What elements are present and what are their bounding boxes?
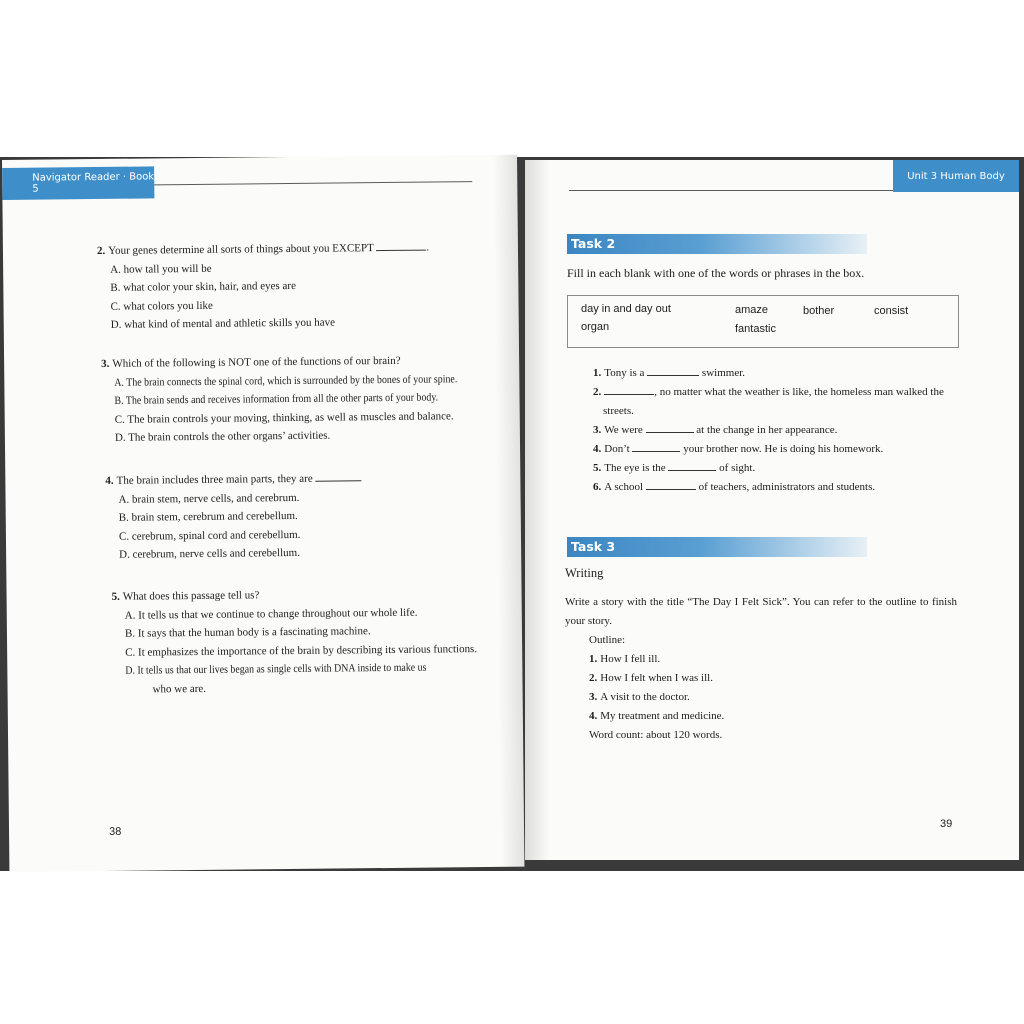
option-b: B. It says that the human body is a fascinating machine.: [124, 625, 371, 640]
option-c: C. cerebrum, spinal cord and cerebellum.: [118, 528, 301, 543]
option-c: C. The brain controls your moving, thinking, as well as muscles and balance.: [114, 409, 454, 426]
option-c: C. It emphasizes the importance of the brain by describing its various functions.: [125, 642, 478, 659]
book-header-tab: [2, 166, 154, 200]
page-number: 38: [108, 825, 122, 838]
question-3: [101, 351, 502, 448]
outline-item: 4. My treatment and medicine.: [589, 710, 725, 722]
option-b: B. brain stem, cerebrum and cerebellum.: [118, 509, 298, 524]
question-5: [111, 584, 512, 699]
task2-banner: Task 2: [567, 234, 867, 254]
answer-blank: [646, 423, 694, 433]
answer-blank: [632, 442, 680, 452]
fill-item: 1. Tony is a swimmer.: [593, 367, 746, 379]
word-box: [567, 295, 959, 348]
option-d: D. cerebrum, nerve cells and cerebellum.: [119, 546, 301, 561]
word-option: day in and day out: [581, 303, 671, 315]
header-rule: [569, 190, 893, 191]
option-d: D. what kind of mental and athletic skills you have: [110, 316, 336, 331]
option-d-continuation: who we are.: [152, 682, 207, 695]
option-d: D. The brain controls the other organs’ activities.: [114, 429, 331, 444]
outline-item: 1. How I fell ill.: [589, 653, 661, 665]
option-a: A. how tall you will be: [110, 262, 212, 276]
task3-instruction: Write a story with the title “The Day I Felt Sick”. You can refer to the outline to finish your story.: [565, 596, 957, 627]
answer-blank: [376, 241, 426, 252]
option-a: A. The brain connects the spinal cord, which is surrounded by the bones of your spine.: [114, 372, 458, 389]
word-option: bother: [803, 305, 835, 317]
page-number: 39: [940, 818, 953, 830]
left-page: [2, 155, 524, 872]
option-b: B. The brain sends and receives information from all the other parts of your body.: [114, 391, 439, 407]
unit-header-text: Unit 3 Human Body: [907, 170, 1005, 182]
outline-item: 3. A visit to the doctor.: [589, 691, 690, 703]
writing-outline: [589, 631, 724, 745]
option-d: D. It tells us that our lives began as single cells with DNA inside to make us: [125, 661, 427, 677]
question-2: [97, 238, 498, 335]
answer-blank: [647, 366, 699, 376]
fill-item: 5. The eye is the of sight.: [593, 462, 756, 474]
header-rule: [154, 181, 472, 185]
question-stem: 4. The brain includes three main parts, they are: [105, 468, 505, 491]
task3-banner: Task 3: [567, 537, 867, 557]
outline-item: 2. How I felt when I was ill.: [589, 672, 713, 684]
unit-header-tab: [893, 160, 1019, 192]
word-count: Word count: about 120 words.: [589, 729, 723, 741]
fill-item: 6. A school of teachers, administrators and students.: [593, 481, 876, 493]
task2-instruction: Fill in each blank with one of the words or phrases in the box.: [567, 266, 865, 280]
answer-blank: [646, 480, 696, 490]
outline-label: Outline:: [589, 634, 626, 646]
answer-blank: [315, 471, 361, 481]
task2-items: [593, 364, 963, 497]
question-4: [105, 468, 506, 565]
answer-blank: [604, 385, 654, 395]
word-option: fantastic: [735, 323, 776, 335]
option-a: A. It tells us that we continue to change throughout our whole life.: [124, 606, 418, 622]
question-stem: 3. Which of the following is NOT one of the functions of our brain?: [101, 354, 401, 370]
word-option: organ: [581, 321, 610, 333]
question-stem: 2. Your genes determine all sorts of things about you EXCEPT .: [96, 241, 430, 258]
fill-item: 4. Don’t your brother now. He is doing his homework.: [593, 443, 884, 455]
word-option: consist: [874, 305, 909, 317]
gutter-shadow: [525, 160, 549, 860]
fill-item-continuation: streets.: [603, 405, 634, 417]
option-b: B. what color your skin, hair, and eyes are: [110, 279, 296, 294]
option-a: A. brain stem, nerve cells, and cerebrum.: [118, 491, 300, 506]
writing-heading: Writing: [565, 566, 604, 580]
book-header-text: Navigator Reader · Book 5: [32, 171, 155, 195]
word-option: amaze: [735, 304, 769, 316]
option-c: C. what colors you like: [110, 299, 213, 313]
answer-blank: [668, 461, 716, 471]
question-stem: 5. What does this passage tell us?: [111, 589, 260, 603]
fill-item: 2. , no matter what the weather is like, the homeless man walked the: [593, 386, 944, 398]
fill-item: 3. We were at the change in her appearance.: [593, 424, 838, 436]
right-page: [525, 160, 1019, 860]
